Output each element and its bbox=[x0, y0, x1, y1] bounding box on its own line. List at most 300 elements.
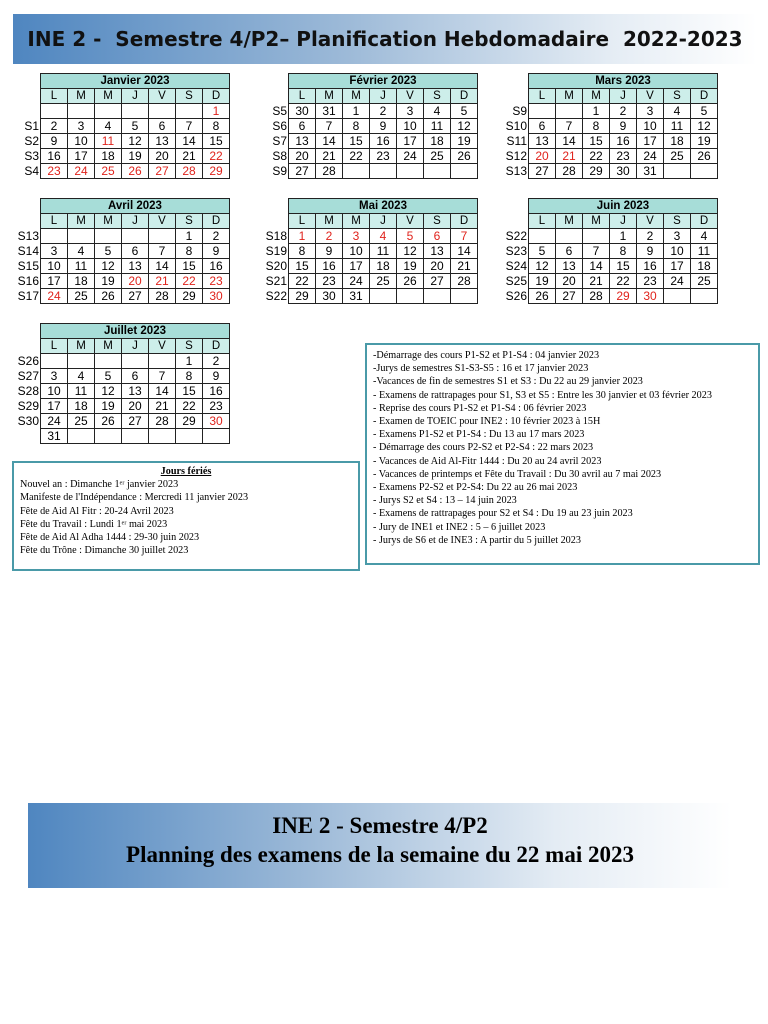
day-cell bbox=[41, 104, 68, 119]
day-cell: 18 bbox=[370, 259, 397, 274]
day-cell: 7 bbox=[451, 229, 478, 244]
day-cell: 11 bbox=[664, 119, 691, 134]
page-title: INE 2 - Semestre 4/P2– Planification Hebdomadaire 2022-2023 bbox=[27, 27, 743, 51]
day-header: V bbox=[149, 89, 176, 104]
event-item: - Examens de rattrapages pour S2 et S4 : Du 19 au 23 juin 2023 bbox=[373, 508, 633, 520]
day-header: D bbox=[203, 214, 230, 229]
day-cell: 26 bbox=[397, 274, 424, 289]
event-item: - Jurys de S6 et de INE3 : A partir du 5 juillet 2023 bbox=[373, 534, 581, 546]
day-header: L bbox=[529, 214, 556, 229]
day-header: M bbox=[95, 214, 122, 229]
day-cell: 6 bbox=[122, 244, 149, 259]
day-header: J bbox=[370, 214, 397, 229]
day-cell: 11 bbox=[691, 244, 718, 259]
calendar-avril bbox=[16, 198, 230, 304]
month-table bbox=[16, 73, 230, 179]
day-cell: 16 bbox=[203, 384, 230, 399]
day-cell: 14 bbox=[316, 134, 343, 149]
day-cell bbox=[41, 354, 68, 369]
day-cell: 27 bbox=[529, 164, 556, 179]
month-table bbox=[16, 198, 230, 304]
day-cell: 17 bbox=[41, 399, 68, 414]
day-cell: 10 bbox=[637, 119, 664, 134]
day-cell: 7 bbox=[176, 119, 203, 134]
day-cell bbox=[68, 229, 95, 244]
calendar-fevrier bbox=[264, 73, 478, 179]
day-cell: 22 bbox=[289, 274, 316, 289]
day-cell: 29 bbox=[289, 289, 316, 304]
spacer bbox=[16, 74, 41, 89]
day-cell: 29 bbox=[583, 164, 610, 179]
day-cell: 13 bbox=[289, 134, 316, 149]
day-cell bbox=[68, 104, 95, 119]
day-cell: 26 bbox=[451, 149, 478, 164]
day-cell: 31 bbox=[343, 289, 370, 304]
day-cell bbox=[424, 164, 451, 179]
holidays-item: Fête du Travail : Lundi 1ᵉʳ mai 2023 bbox=[20, 518, 168, 530]
day-header: J bbox=[122, 89, 149, 104]
day-cell: 15 bbox=[203, 134, 230, 149]
day-cell: 26 bbox=[95, 414, 122, 429]
day-cell: 11 bbox=[68, 259, 95, 274]
day-cell: 21 bbox=[556, 149, 583, 164]
events-box bbox=[365, 343, 760, 565]
holidays-item: Manifeste de l'Indépendance : Mercredi 11 janvier 2023 bbox=[20, 492, 249, 504]
spacer bbox=[264, 214, 289, 229]
week-number: S26 bbox=[17, 354, 39, 368]
day-cell: 10 bbox=[68, 134, 95, 149]
day-cell: 25 bbox=[370, 274, 397, 289]
month-name: Juin 2023 bbox=[529, 199, 718, 214]
day-header: S bbox=[664, 214, 691, 229]
calendar-janvier bbox=[16, 73, 230, 179]
day-header: L bbox=[41, 339, 68, 354]
day-header: D bbox=[451, 89, 478, 104]
day-cell: 19 bbox=[122, 149, 149, 164]
day-header: V bbox=[149, 214, 176, 229]
day-cell: 31 bbox=[316, 104, 343, 119]
month-name: Avril 2023 bbox=[41, 199, 230, 214]
day-cell: 18 bbox=[95, 149, 122, 164]
week-number: S1 bbox=[24, 119, 39, 133]
day-cell: 22 bbox=[610, 274, 637, 289]
day-cell: 6 bbox=[122, 369, 149, 384]
day-header: L bbox=[529, 89, 556, 104]
day-cell: 10 bbox=[664, 244, 691, 259]
month-name: Février 2023 bbox=[289, 74, 478, 89]
week-number: S4 bbox=[24, 164, 39, 178]
week-number: S25 bbox=[505, 274, 527, 288]
day-header: D bbox=[691, 214, 718, 229]
month-table bbox=[504, 73, 718, 179]
day-cell: 5 bbox=[122, 119, 149, 134]
day-cell: 16 bbox=[370, 134, 397, 149]
day-cell: 20 bbox=[529, 149, 556, 164]
day-header: M bbox=[316, 214, 343, 229]
day-cell bbox=[664, 164, 691, 179]
day-cell: 26 bbox=[122, 164, 149, 179]
day-cell: 18 bbox=[691, 259, 718, 274]
day-cell: 24 bbox=[397, 149, 424, 164]
day-cell: 26 bbox=[95, 289, 122, 304]
day-cell: 13 bbox=[149, 134, 176, 149]
holidays-item: Nouvel an : Dimanche 1ᵉʳ janvier 2023 bbox=[20, 479, 179, 491]
day-cell: 14 bbox=[451, 244, 478, 259]
day-cell: 14 bbox=[149, 259, 176, 274]
day-cell: 14 bbox=[149, 384, 176, 399]
day-cell: 24 bbox=[68, 164, 95, 179]
day-cell: 18 bbox=[664, 134, 691, 149]
day-cell: 28 bbox=[149, 289, 176, 304]
day-cell: 13 bbox=[122, 259, 149, 274]
day-cell: 21 bbox=[316, 149, 343, 164]
week-number bbox=[16, 104, 41, 119]
day-cell: 25 bbox=[68, 414, 95, 429]
day-header: S bbox=[424, 89, 451, 104]
day-header: M bbox=[68, 89, 95, 104]
day-cell: 9 bbox=[610, 119, 637, 134]
day-cell: 20 bbox=[289, 149, 316, 164]
day-cell: 7 bbox=[149, 244, 176, 259]
day-header: S bbox=[176, 89, 203, 104]
calendar-mars bbox=[504, 73, 718, 179]
day-cell: 15 bbox=[176, 259, 203, 274]
day-cell bbox=[68, 354, 95, 369]
day-cell bbox=[122, 229, 149, 244]
day-cell bbox=[122, 104, 149, 119]
day-cell: 22 bbox=[343, 149, 370, 164]
day-cell bbox=[122, 429, 149, 444]
week-number: S24 bbox=[505, 259, 527, 273]
day-cell: 5 bbox=[95, 244, 122, 259]
day-cell: 30 bbox=[289, 104, 316, 119]
day-header: M bbox=[95, 339, 122, 354]
day-cell: 30 bbox=[203, 414, 230, 429]
day-cell: 30 bbox=[203, 289, 230, 304]
spacer bbox=[264, 199, 289, 214]
day-cell: 9 bbox=[203, 369, 230, 384]
day-cell: 8 bbox=[203, 119, 230, 134]
day-cell: 30 bbox=[637, 289, 664, 304]
day-cell: 4 bbox=[68, 369, 95, 384]
day-cell: 25 bbox=[95, 164, 122, 179]
day-cell bbox=[451, 289, 478, 304]
bottom-subtitle: Planning des examens de la semaine du 22 mai 2023 bbox=[126, 842, 634, 867]
day-cell: 25 bbox=[691, 274, 718, 289]
day-cell bbox=[397, 164, 424, 179]
day-cell: 4 bbox=[370, 229, 397, 244]
day-cell bbox=[95, 229, 122, 244]
day-cell: 20 bbox=[556, 274, 583, 289]
spacer bbox=[504, 199, 529, 214]
day-cell: 8 bbox=[583, 119, 610, 134]
week-number: S16 bbox=[17, 274, 39, 288]
calendar-juillet bbox=[16, 323, 230, 444]
day-cell: 20 bbox=[424, 259, 451, 274]
day-cell: 2 bbox=[41, 119, 68, 134]
day-cell bbox=[370, 289, 397, 304]
day-cell bbox=[556, 104, 583, 119]
day-cell: 24 bbox=[41, 414, 68, 429]
day-header: S bbox=[176, 214, 203, 229]
day-header: S bbox=[664, 89, 691, 104]
day-cell: 16 bbox=[610, 134, 637, 149]
day-cell: 14 bbox=[176, 134, 203, 149]
day-cell: 10 bbox=[397, 119, 424, 134]
day-cell bbox=[691, 164, 718, 179]
day-cell: 4 bbox=[664, 104, 691, 119]
day-cell: 4 bbox=[691, 229, 718, 244]
week-number: S20 bbox=[265, 259, 287, 273]
day-cell: 13 bbox=[424, 244, 451, 259]
day-cell: 7 bbox=[583, 244, 610, 259]
day-cell: 27 bbox=[556, 289, 583, 304]
day-header: J bbox=[122, 339, 149, 354]
spacer bbox=[504, 74, 529, 89]
day-cell: 21 bbox=[149, 274, 176, 289]
day-cell: 17 bbox=[343, 259, 370, 274]
day-cell: 19 bbox=[451, 134, 478, 149]
day-cell: 10 bbox=[41, 259, 68, 274]
week-number: S22 bbox=[265, 289, 287, 303]
spacer bbox=[16, 324, 41, 339]
day-header: V bbox=[397, 89, 424, 104]
day-header: L bbox=[41, 89, 68, 104]
day-cell: 17 bbox=[41, 274, 68, 289]
day-cell bbox=[451, 164, 478, 179]
day-cell: 29 bbox=[203, 164, 230, 179]
day-cell: 23 bbox=[203, 399, 230, 414]
calendar-mai bbox=[264, 198, 478, 304]
holidays-box bbox=[12, 461, 360, 571]
day-header: L bbox=[289, 89, 316, 104]
day-cell: 15 bbox=[583, 134, 610, 149]
event-item: - Vacances de Aid Al-Fitr 1444 : Du 20 au 24 avril 2023 bbox=[373, 455, 602, 467]
event-item: - Examens P1-S2 et P1-S4 : Du 13 au 17 mars 2023 bbox=[373, 429, 585, 441]
day-header: L bbox=[41, 214, 68, 229]
week-number: S13 bbox=[505, 164, 527, 178]
day-header: M bbox=[583, 214, 610, 229]
event-item: -Jurys de semestres S1-S3-S5 : 16 et 17 janvier 2023 bbox=[373, 363, 589, 375]
day-cell: 6 bbox=[556, 244, 583, 259]
day-cell: 9 bbox=[41, 134, 68, 149]
week-number: S6 bbox=[272, 119, 287, 133]
day-cell: 28 bbox=[583, 289, 610, 304]
holidays-item: Fête du Trône : Dimanche 30 juillet 2023 bbox=[20, 545, 189, 557]
day-cell: 1 bbox=[610, 229, 637, 244]
day-header: V bbox=[637, 89, 664, 104]
day-cell: 27 bbox=[424, 274, 451, 289]
day-header: L bbox=[289, 214, 316, 229]
event-item: - Examens de rattrapages pour S1, S3 et S5 : Entre les 30 janvier et 03 février 2023 bbox=[373, 389, 712, 401]
day-header: M bbox=[68, 339, 95, 354]
event-item: -Démarrage des cours P1-S2 et P1-S4 : 04 janvier 2023 bbox=[373, 350, 600, 361]
day-cell: 31 bbox=[41, 429, 68, 444]
day-cell: 5 bbox=[397, 229, 424, 244]
day-cell: 23 bbox=[41, 164, 68, 179]
week-number: S21 bbox=[265, 274, 287, 288]
event-item: - Examen de TOEIC pour INE2 : 10 février 2023 à 15H bbox=[373, 416, 601, 428]
event-item: - Reprise des cours P1-S2 et P1-S4 : 06 février 2023 bbox=[373, 402, 587, 414]
day-cell: 20 bbox=[149, 149, 176, 164]
event-item: - Jurys S2 et S4 : 13 – 14 juin 2023 bbox=[373, 495, 517, 507]
day-cell: 15 bbox=[343, 134, 370, 149]
week-number: S22 bbox=[505, 229, 527, 243]
week-number: S14 bbox=[17, 244, 39, 258]
day-cell: 8 bbox=[176, 244, 203, 259]
day-cell: 21 bbox=[583, 274, 610, 289]
day-cell: 11 bbox=[95, 134, 122, 149]
day-cell bbox=[691, 289, 718, 304]
day-cell: 10 bbox=[41, 384, 68, 399]
day-cell: 23 bbox=[203, 274, 230, 289]
day-cell: 24 bbox=[343, 274, 370, 289]
week-number: S9 bbox=[512, 104, 527, 118]
day-cell: 2 bbox=[203, 229, 230, 244]
day-cell: 31 bbox=[637, 164, 664, 179]
day-cell: 23 bbox=[610, 149, 637, 164]
day-cell bbox=[95, 429, 122, 444]
day-cell: 27 bbox=[122, 289, 149, 304]
day-cell: 25 bbox=[68, 289, 95, 304]
day-cell: 8 bbox=[343, 119, 370, 134]
day-cell: 15 bbox=[176, 384, 203, 399]
header-banner bbox=[13, 14, 757, 64]
day-cell: 12 bbox=[451, 119, 478, 134]
week-number: S11 bbox=[506, 134, 527, 148]
week-number: S8 bbox=[272, 149, 287, 163]
day-cell: 23 bbox=[637, 274, 664, 289]
week-number: S29 bbox=[17, 399, 39, 413]
day-cell: 7 bbox=[316, 119, 343, 134]
day-cell: 13 bbox=[556, 259, 583, 274]
day-cell: 17 bbox=[397, 134, 424, 149]
month-table bbox=[264, 198, 478, 304]
day-cell: 2 bbox=[637, 229, 664, 244]
day-cell: 16 bbox=[41, 149, 68, 164]
month-name: Juillet 2023 bbox=[41, 324, 230, 339]
day-cell bbox=[529, 229, 556, 244]
day-cell bbox=[343, 164, 370, 179]
week-number: S7 bbox=[272, 134, 287, 148]
day-cell bbox=[203, 429, 230, 444]
day-cell bbox=[149, 354, 176, 369]
month-table bbox=[264, 73, 478, 179]
day-cell: 4 bbox=[424, 104, 451, 119]
day-cell: 8 bbox=[610, 244, 637, 259]
week-number: S18 bbox=[265, 229, 287, 243]
day-header: D bbox=[451, 214, 478, 229]
day-cell bbox=[68, 429, 95, 444]
day-header: M bbox=[316, 89, 343, 104]
day-cell: 15 bbox=[610, 259, 637, 274]
week-number: S13 bbox=[17, 229, 39, 243]
week-number bbox=[16, 429, 41, 444]
day-header: V bbox=[397, 214, 424, 229]
day-cell: 29 bbox=[610, 289, 637, 304]
day-cell: 19 bbox=[691, 134, 718, 149]
day-cell: 11 bbox=[68, 384, 95, 399]
day-cell bbox=[529, 104, 556, 119]
month-name: Mars 2023 bbox=[529, 74, 718, 89]
day-cell: 1 bbox=[176, 229, 203, 244]
day-cell: 19 bbox=[95, 399, 122, 414]
day-cell bbox=[41, 229, 68, 244]
day-cell: 23 bbox=[316, 274, 343, 289]
day-header: S bbox=[176, 339, 203, 354]
day-cell: 9 bbox=[203, 244, 230, 259]
event-item: -Vacances de fin de semestres S1 et S3 : Du 22 au 29 janvier 2023 bbox=[373, 376, 643, 388]
week-number: S9 bbox=[272, 164, 287, 178]
day-cell: 22 bbox=[203, 149, 230, 164]
day-cell: 27 bbox=[122, 414, 149, 429]
day-cell: 14 bbox=[583, 259, 610, 274]
day-cell: 3 bbox=[41, 244, 68, 259]
day-cell: 2 bbox=[203, 354, 230, 369]
day-cell: 9 bbox=[370, 119, 397, 134]
day-header: J bbox=[610, 89, 637, 104]
day-cell: 7 bbox=[556, 119, 583, 134]
day-cell bbox=[424, 289, 451, 304]
day-cell: 28 bbox=[316, 164, 343, 179]
day-cell bbox=[122, 354, 149, 369]
bottom-title: INE 2 - Semestre 4/P2 bbox=[272, 813, 488, 838]
spacer bbox=[504, 214, 529, 229]
day-header: D bbox=[203, 339, 230, 354]
day-cell bbox=[583, 229, 610, 244]
holidays-item: Fête de Aid Al Fitr : 20-24 Avril 2023 bbox=[20, 505, 174, 517]
event-item: - Examens P2-S2 et P2-S4: Du 22 au 26 mai 2023 bbox=[373, 482, 578, 494]
day-cell bbox=[149, 104, 176, 119]
day-cell: 8 bbox=[289, 244, 316, 259]
day-cell: 1 bbox=[203, 104, 230, 119]
month-table bbox=[504, 198, 718, 304]
day-cell: 26 bbox=[529, 289, 556, 304]
day-cell bbox=[176, 429, 203, 444]
day-header: M bbox=[583, 89, 610, 104]
day-cell: 12 bbox=[691, 119, 718, 134]
day-cell: 24 bbox=[637, 149, 664, 164]
day-header: J bbox=[370, 89, 397, 104]
day-cell: 29 bbox=[176, 414, 203, 429]
day-cell bbox=[370, 164, 397, 179]
week-number: S15 bbox=[17, 259, 39, 273]
week-number: S17 bbox=[17, 289, 39, 303]
day-cell: 17 bbox=[637, 134, 664, 149]
day-cell: 3 bbox=[41, 369, 68, 384]
day-cell: 5 bbox=[691, 104, 718, 119]
day-cell: 19 bbox=[397, 259, 424, 274]
day-cell: 12 bbox=[95, 259, 122, 274]
spacer bbox=[264, 89, 289, 104]
spacer bbox=[16, 199, 41, 214]
day-cell: 3 bbox=[664, 229, 691, 244]
event-item: - Démarrage des cours P2-S2 et P2-S4 : 22 mars 2023 bbox=[373, 442, 594, 454]
day-cell: 19 bbox=[529, 274, 556, 289]
day-cell: 25 bbox=[424, 149, 451, 164]
day-cell: 16 bbox=[637, 259, 664, 274]
week-number: S19 bbox=[265, 244, 287, 258]
week-number: S2 bbox=[24, 134, 39, 148]
day-cell: 27 bbox=[289, 164, 316, 179]
day-cell bbox=[95, 354, 122, 369]
day-header: M bbox=[556, 214, 583, 229]
day-header: M bbox=[556, 89, 583, 104]
day-cell bbox=[664, 289, 691, 304]
event-item: - Vacances de printemps et Fête du Travail : Du 30 avril au 7 mai 2023 bbox=[373, 468, 662, 480]
day-cell: 17 bbox=[664, 259, 691, 274]
day-cell: 3 bbox=[343, 229, 370, 244]
